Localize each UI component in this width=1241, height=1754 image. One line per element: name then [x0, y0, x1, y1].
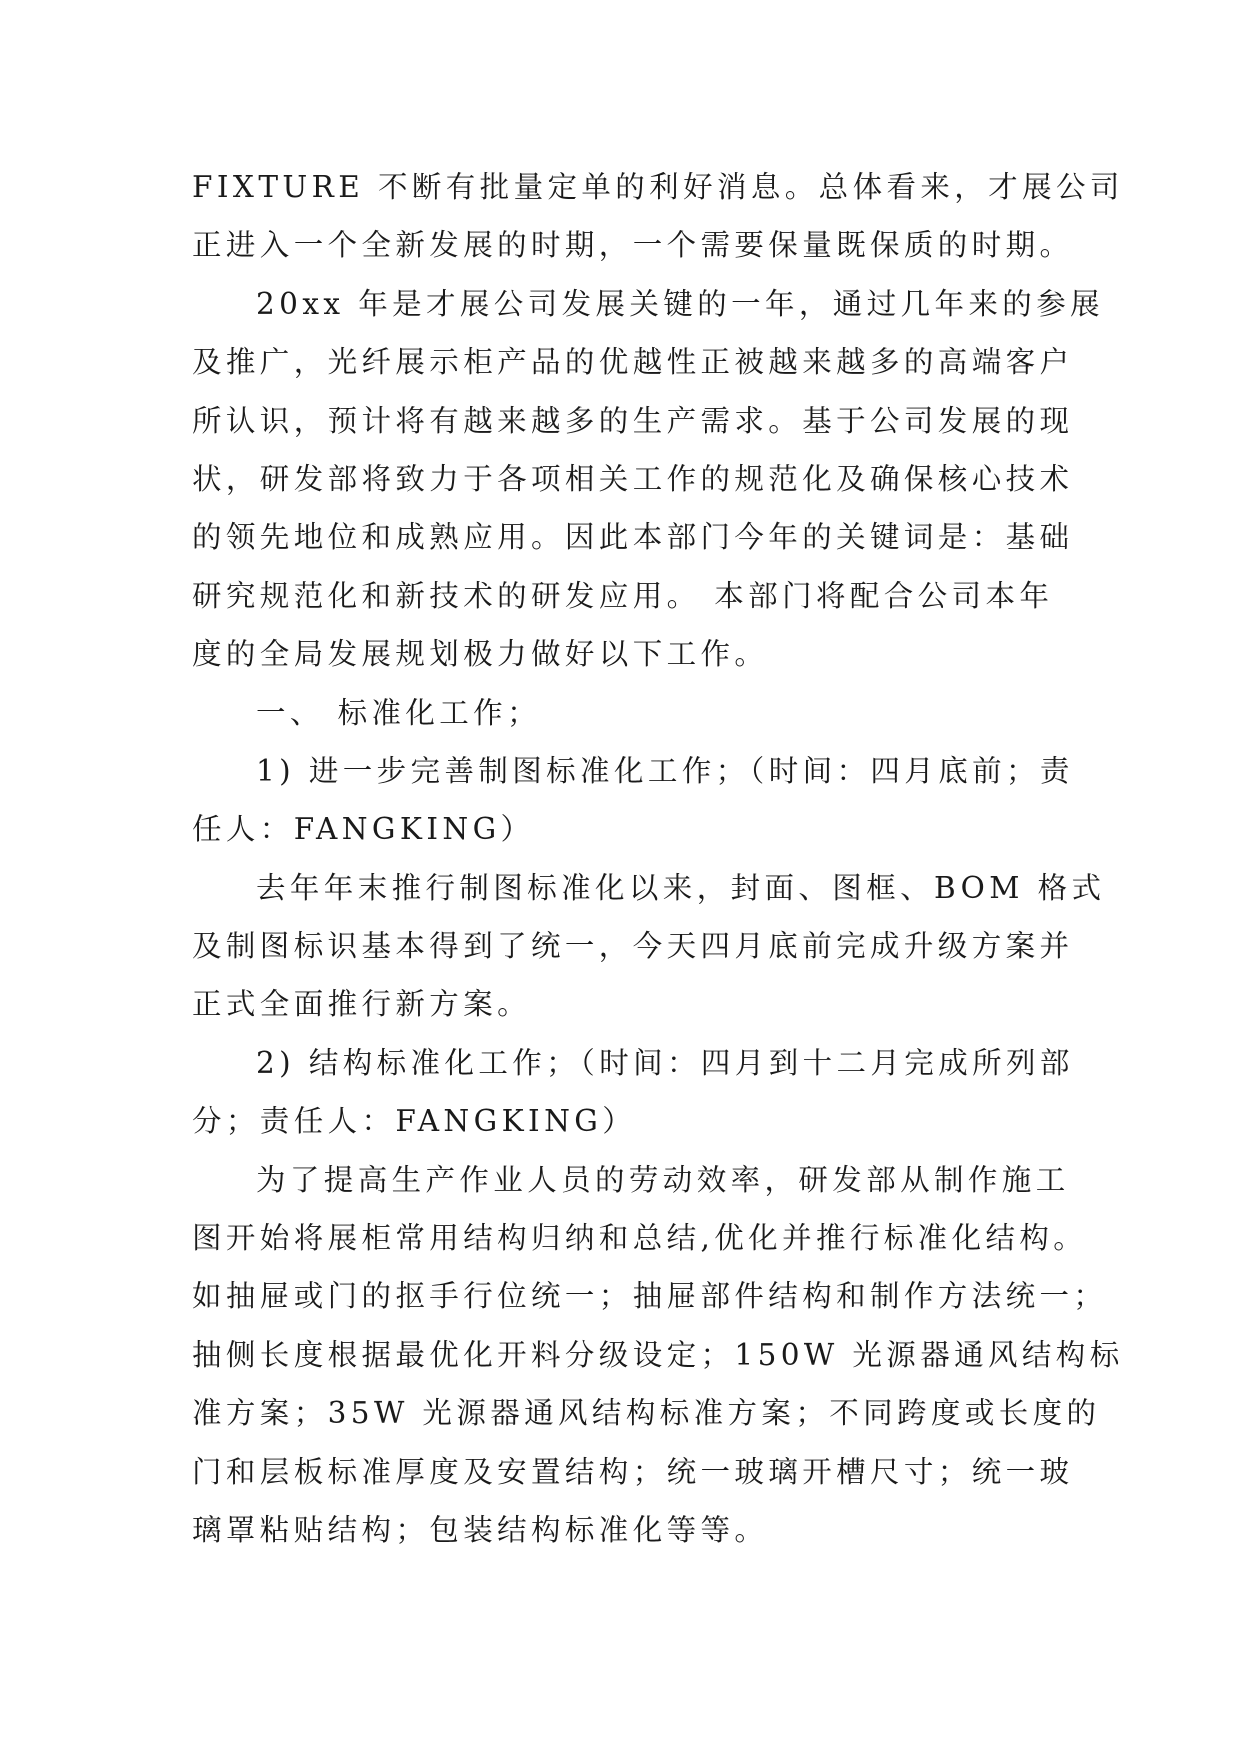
text-line: 为了提高生产作业人员的劳动效率，研发部从制作施工 [256, 1162, 1070, 1197]
section-heading: 一、 标准化工作； [256, 695, 541, 730]
list-item-heading: 2) 结构标准化工作；（时间：四月到十二月完成所列部 [256, 1045, 1074, 1080]
body-text [192, 158, 1124, 1559]
text-line: 任人：FANGKING） [192, 812, 535, 847]
text-line: 及制图标识基本得到了统一，今天四月底前完成升级方案并 [192, 929, 1074, 964]
text-line: 的领先地位和成熟应用。因此本部门今年的关键词是：基础 [192, 520, 1074, 555]
text-line: 研究规范化和新技术的研发应用。 本部门将配合公司本年 [192, 578, 1054, 613]
text-line: 图开始将展柜常用结构归纳和总结,优化并推行标准化结构。 [192, 1221, 1088, 1256]
text-line: 璃罩粘贴结构；包装结构标准化等等。 [192, 1512, 769, 1547]
text-line: 及推广，光纤展示柜产品的优越性正被越来越多的高端客户 [192, 345, 1074, 380]
text-line: 去年年末推行制图标准化以来，封面、图框、BOM 格式 [256, 870, 1106, 905]
text-line: 门和层板标准厚度及安置结构；统一玻璃开槽尺寸；统一玻 [192, 1454, 1074, 1489]
text-line: 分；责任人：FANGKING） [192, 1104, 637, 1139]
text-line: 准方案；35W 光源器通风结构标准方案；不同跨度或长度的 [192, 1396, 1101, 1431]
text-line: 度的全局发展规划极力做好以下工作。 [192, 637, 769, 672]
text-line: 所认识，预计将有越来越多的生产需求。基于公司发展的现 [192, 403, 1074, 438]
text-line: 正进入一个全新发展的时期，一个需要保量既保质的时期。 [192, 228, 1074, 263]
text-line: 如抽屉或门的抠手行位统一；抽屉部件结构和制作方法统一； [192, 1279, 1108, 1314]
text-line: FIXTURE 不断有批量定单的利好消息。总体看来，才展公司 [192, 170, 1124, 204]
text-line: 抽侧长度根据最优化开料分级设定；150W 光源器通风结构标 [192, 1337, 1124, 1372]
text-line: 正式全面推行新方案。 [192, 987, 532, 1022]
list-item-heading: 1) 进一步完善制图标准化工作；（时间：四月底前；责 [256, 753, 1074, 788]
text-line: 状，研发部将致力于各项相关工作的规范化及确保核心技术 [192, 461, 1074, 496]
text-line: 20xx 年是才展公司发展关键的一年，通过几年来的参展 [256, 286, 1104, 321]
